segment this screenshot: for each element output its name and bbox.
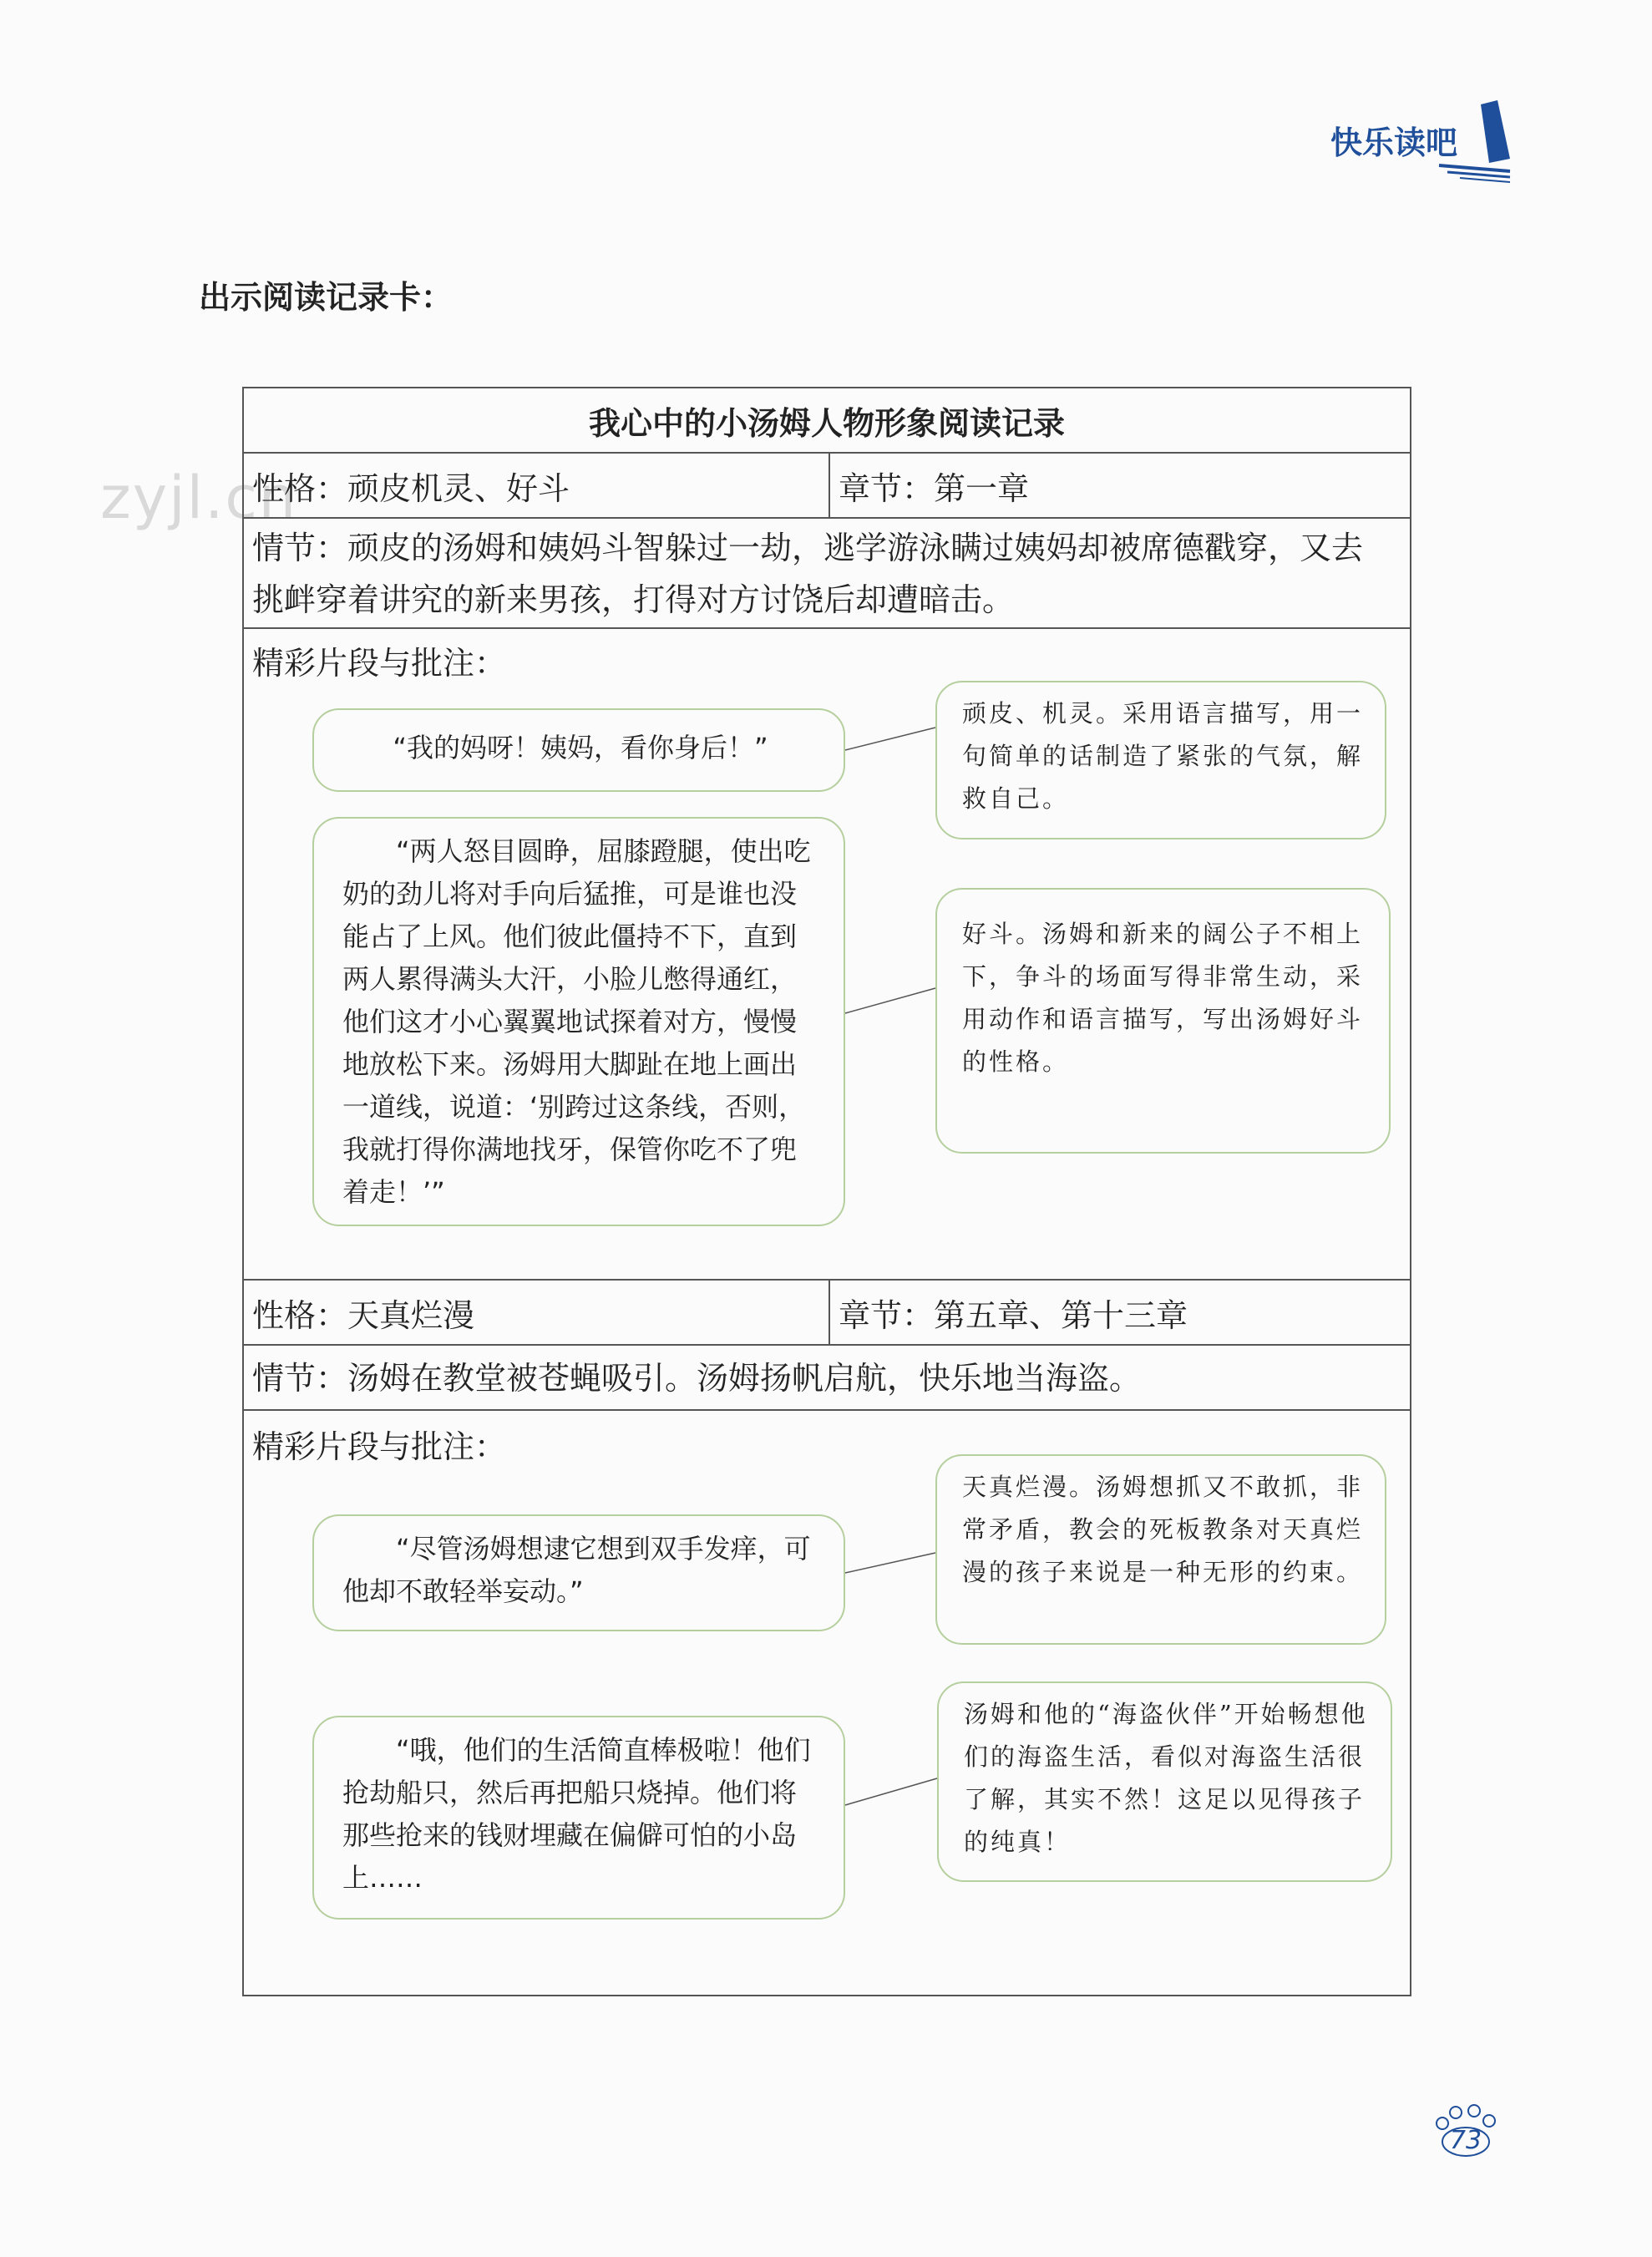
character-row: [244, 1281, 1410, 1346]
intro-heading: 出示阅读记录卡：: [199, 279, 454, 316]
annotation-bubble: 汤姆和他的“海盗伙伴”开始畅想他们的海盗生活，看似对海盗生活很了解，其实不然！这足以见得孩子的纯真！: [937, 1681, 1392, 1882]
card-title: 我心中的小汤姆人物形象阅读记录: [588, 404, 1065, 442]
quote-bubble: “哦，他们的生活简直棒极啦！他们抢劫船只，然后再把船只烧掉。他们将那些抢来的钱财埋藏在偏僻可怕的小岛上……: [312, 1716, 845, 1920]
annotation-bubble: 天真烂漫。汤姆想抓又不敢抓，非常矛盾，教会的死板教条对天真烂漫的孩子来说是一种无形的约束。: [935, 1454, 1386, 1645]
watermark: zyjl.cn: [100, 464, 298, 532]
character-cell: 性格：天真烂漫: [252, 1296, 475, 1334]
plot-text: 情节：汤姆在教堂被苍蝇吸引。汤姆扬帆启航，快乐地当海盗。: [252, 1360, 1142, 1397]
excerpt-row: [244, 629, 1410, 1281]
connector-lines: [244, 1411, 1413, 1995]
excerpt-label: 精彩片段与批注：: [252, 1428, 507, 1465]
annotation-bubble: 好斗。汤姆和新来的阔公子不相上下，争斗的场面写得非常生动，采用动作和语言描写，写出汤姆好斗的性格。: [935, 888, 1391, 1154]
plot-row: [244, 519, 1410, 629]
character-cell: 性格：顽皮机灵、好斗: [252, 469, 570, 507]
quote-bubble: “尽管汤姆想逮它想到双手发痒，可他却不敢轻举妄动。”: [312, 1514, 845, 1631]
page-number-text: 73: [1449, 2126, 1482, 2155]
quote-bubble: “我的妈呀！姨妈，看你身后！”: [312, 708, 845, 792]
plot-row: [244, 1346, 1410, 1411]
reading-record-card: [242, 387, 1411, 1996]
chapter-cell: 章节：第五章、第十三章: [839, 1296, 1188, 1334]
excerpt-row: [244, 1411, 1410, 1995]
chapter-cell: 章节：第一章: [839, 469, 1030, 507]
annotation-bubble: 顽皮、机灵。采用语言描写，用一句简单的话制造了紧张的气氛，解救自己。: [935, 681, 1386, 839]
page-number: [1424, 2098, 1508, 2157]
card-title-row: [244, 388, 1410, 454]
character-row: [244, 454, 1410, 519]
quote-bubble: “两人怒目圆睁，屈膝蹬腿，使出吃奶的劲儿将对手向后猛推，可是谁也没能占了上风。他们彼此僵持不下，直到两人累得满头大汗，小脸儿憋得通红，他们这才小心翼翼地试探着对方，慢慢地放松下来。汤姆用大脚趾在地上画出一道线，说道：‘别跨过这条线，否则，我就打得你满地找牙，保管你吃不了兜着走！’”: [312, 817, 845, 1226]
section-badge: [1330, 100, 1523, 184]
book-icon: [1330, 100, 1523, 184]
connector-lines: [244, 629, 1413, 1281]
badge-label: 快乐读吧: [1330, 124, 1458, 161]
plot-text: 情节：顽皮的汤姆和姨妈斗智躲过一劫，逃学游泳瞒过姨妈却被席德戳穿，又去挑衅穿着讲究的新来男孩，打得对方讨饶后却遭暗击。: [252, 530, 1364, 618]
excerpt-label: 精彩片段与批注：: [252, 645, 507, 682]
